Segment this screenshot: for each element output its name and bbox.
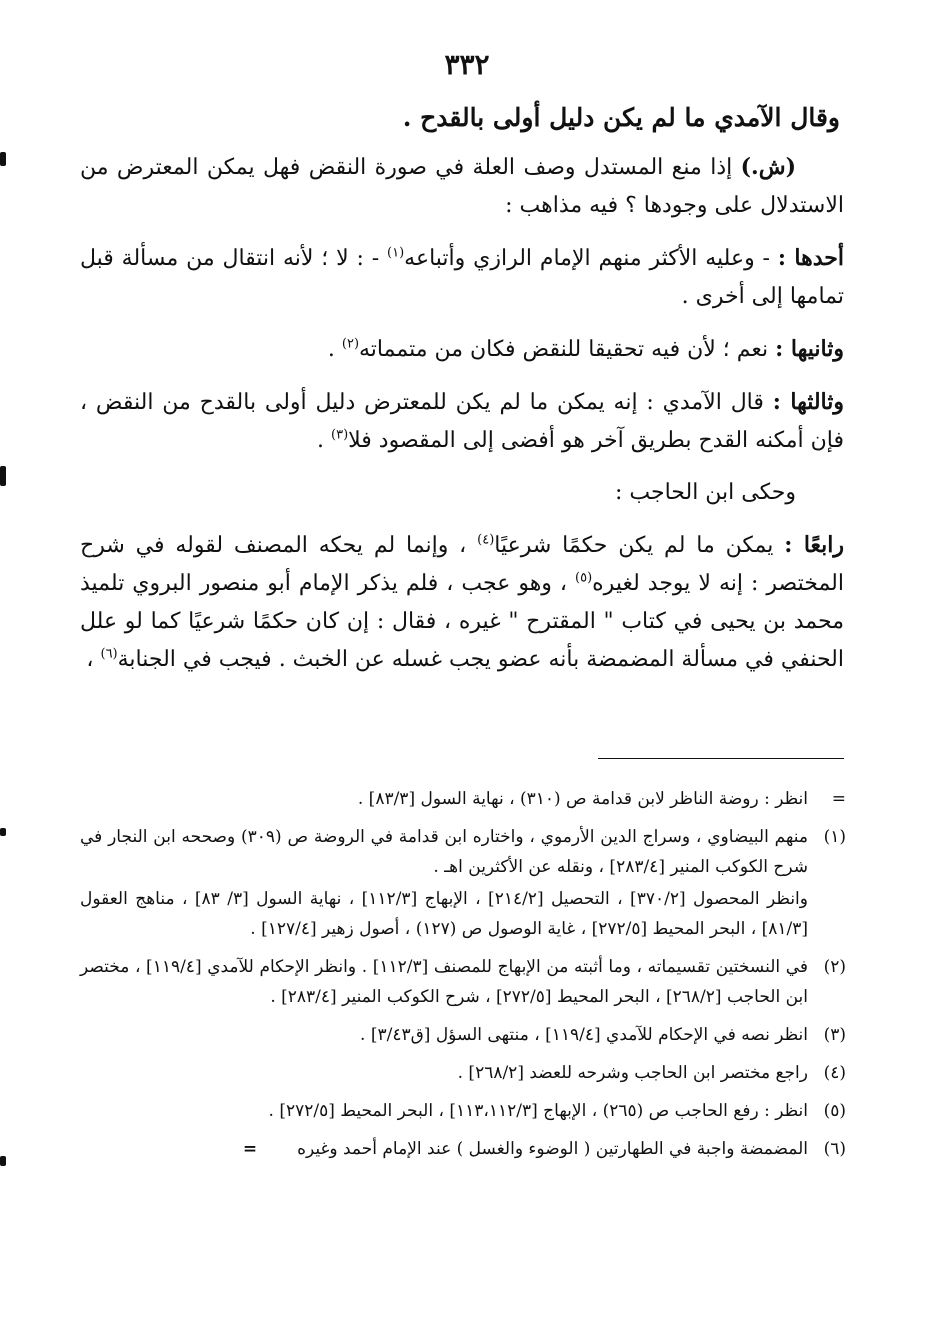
paragraph-lead: وثالثها : [772,389,845,415]
paragraph-first-view [80,239,844,316]
footnote-number: (٤) [823,1063,846,1083]
footnote-line: راجع مختصر ابن الحاجب وشرحه للعضد [٢٦٨/٢] . [457,1063,808,1083]
scan-margin-mark [0,466,6,486]
paragraph-fourth-view [80,526,844,679]
footnote-2 [80,952,846,1014]
footnote-body [80,1020,808,1052]
paragraph-lead: وثانيها : [775,336,844,362]
footnote-body [80,952,808,1014]
footnote-number: (٥) [823,1101,846,1121]
footnote-line: انظر : روضة الناظر لابن قدامة ص (٣١٠) ، نهاية السول [٨٣/٣] . [357,789,808,809]
footnote-1 [80,822,846,946]
footnote-line: منهم البيضاوي ، وسراج الدين الأرموي ، واختاره ابن قدامة في الروضة ص (٣٠٩) وصححه ابن النجار في شرح الكوكب المنير [٢٨٣/٤] ، ونقله عن الأكثرين اهـ . [80,827,808,877]
footnote-ref: (٣) [331,427,349,443]
footnote-body [80,822,808,946]
footnote-body [80,1134,808,1166]
paragraph-text: إذا منع المستدل وصف العلة في صورة النقض فهل يمكن المعترض من الاستدلال على وجودها ؟ فيه مذاهب : [80,155,844,218]
footnote-number: = [831,789,846,809]
paragraph-text: قال الآمدي : إنه يمكن ما لم يكن للمعترض دليل أولى بالقدح من النقض ، فإن أمكنه القدح بطريق آخر هو أفضى إلى المقصود فلا [80,390,844,453]
footnote-ref: (١) [387,245,405,261]
paragraph-text: ، وإنما لم يحكه المصنف لقوله في شرح المختصر : إنه لا يوجد لغيره [80,533,844,596]
footnote-ref: (٤) [477,532,495,548]
footnote-6 [80,1134,846,1166]
paragraph-second-view [80,330,844,369]
paragraph-lead: أحدها : [777,245,844,271]
footnote-3 [80,1020,846,1052]
footnote-number: (٦) [823,1139,846,1159]
paragraph-third-view [80,383,844,460]
matn-heading: وقال الآمدي ما لم يكن دليل أولى بالقدح . [402,103,840,132]
paragraph-intro [80,148,844,225]
main-text [80,148,844,693]
footnote-ref: (٥) [575,570,593,586]
paragraph-text: . [327,337,335,362]
scan-margin-mark [0,828,6,836]
footnote-text: المضمضة واجبة في الطهارتين ( الوضوء والغسل ) عند الإمام أحمد وغيره [297,1139,808,1159]
footnote-ref: (٢) [341,336,360,352]
page-number: ٣٣٢ [444,48,490,81]
footnote-divider [598,758,844,759]
footnote-line: انظر نصه في الإحكام للآمدي [١١٩/٤] ، منتهى السؤل [ق٣/٤٣] . [360,1025,808,1045]
footnote-line: انظر : رفع الحاجب ص (٢٦٥) ، الإبهاج [١١٣،١١٢/٣] ، البحر المحيط [٢٧٢/٥] . [268,1101,808,1121]
paragraph-text: ، [86,647,94,672]
paragraph-ibn-hajib [80,474,844,512]
footnote-4 [80,1058,846,1090]
footnote-line: وانظر المحصول [٣٧٠/٢] ، التحصيل [٢١٤/٢] ، الإبهاج [١١٢/٣] ، نهاية السول [٣/ ٨٣] ، مناهج العقول [٨١/٣] ، البحر المحيط [٢٧٢/٥] ، غاية الوصول ص (١٢٧) ، أصول زهير [١٢٧/٤] . [80,889,808,939]
footnote-line [80,1134,808,1164]
paragraph-lead: (ش.) [740,154,796,180]
paragraph-text: يمكن ما لم يكن حكمًا شرعيًا [494,533,774,558]
footnote-ref: (٦) [100,646,118,662]
paragraph-text: ، وهو عجب ، فلم يذكر الإمام أبو منصور البروي تلميذ محمد بن يحيى في كتاب " المقترح " غيره ، فقال : إن كان حكمًا شرعيًا كما لو علل الحنفي في مسألة المضمضة بأنه عضو يجب غسله عن الخبث . فيجب في الجنابة [80,571,844,672]
paragraph-text: - : لا ؛ لأنه انتقال من مسألة قبل تمامها إلى أخرى . [80,246,844,309]
paragraph-text: . [317,428,325,453]
footnote-body [80,1096,808,1128]
footnote-continued [80,784,846,816]
footnote-body [80,784,808,816]
scan-margin-mark [0,1156,6,1166]
paragraph-text: وحكى ابن الحاجب : [614,480,796,505]
paragraph-lead: رابعًا : [784,532,844,558]
footnotes [80,784,846,1172]
footnote-line: في النسختين تقسيماته ، وما أثبته من الإبهاج للمصنف [١١٢/٣] . وانظر الإحكام للآمدي [١١٩/٤] ، مختصر ابن الحاجب [٢٦٨/٢] ، البحر المحيط [٢٧٢/٥] ، شرح الكوكب المنير [٢٨٣/٤] . [80,957,809,1007]
scan-margin-mark [0,152,6,166]
continuation-mark: = [242,1139,258,1159]
footnote-5 [80,1096,846,1128]
paragraph-text: نعم ؛ لأن فيه تحقيقا للنقض فكان من متمماته [359,337,769,362]
footnote-number: (٢) [823,957,846,977]
paragraph-text: - وعليه الأكثر منهم الإمام الرازي وأتباعه [404,246,770,271]
footnote-number: (١) [823,827,846,847]
footnote-number: (٣) [823,1025,846,1045]
footnote-body [80,1058,808,1090]
